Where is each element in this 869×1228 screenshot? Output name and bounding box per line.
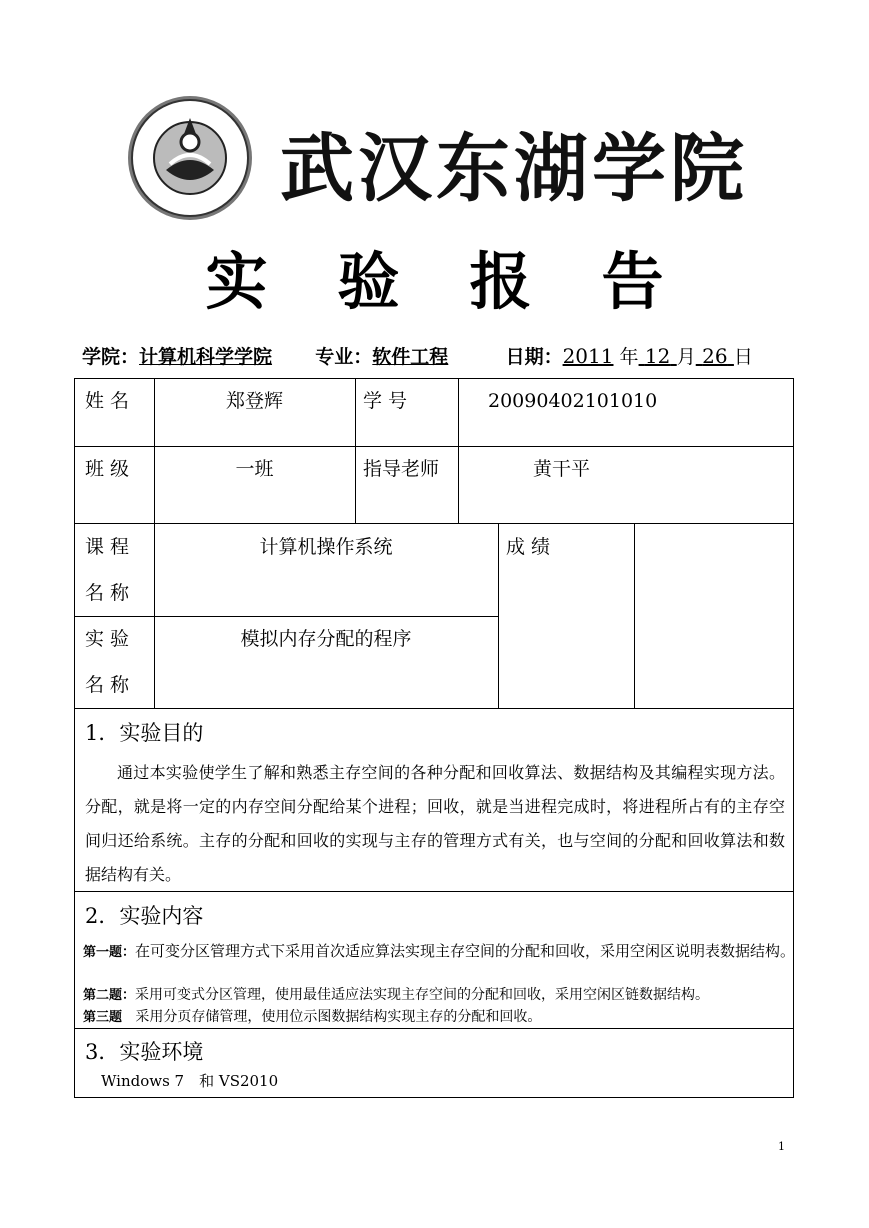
date-year-unit: 年	[619, 346, 639, 368]
college-label: 学院：	[82, 346, 140, 368]
question-1-label: 第一题：	[83, 945, 136, 960]
question-3-label: 第三题	[83, 1010, 123, 1025]
college-value: 计算机科学学院	[139, 346, 273, 368]
teacher-label: 指导老师	[363, 458, 440, 480]
date-month-unit: 月	[676, 346, 696, 368]
name-label: 姓 名	[85, 390, 130, 412]
name-value: 郑登辉	[225, 390, 283, 412]
class-label: 班 级	[85, 458, 130, 480]
course-value: 计算机操作系统	[259, 536, 393, 558]
date-month: 12	[644, 344, 671, 368]
purpose-text: 通过本实验使学生了解和熟悉主存空间的各种分配和回收算法、数据结构及其编程实现方法。分配，就是将一定的内存空间分配给某个进程；回收，就是当进程完成时，将进程所占有的主存空间归还给系统。主存的分配和回收的实现与主存的管理方式有关，也与空间的分配和回收算法和数据结构有关。	[85, 763, 785, 884]
date-day-unit: 日	[733, 346, 753, 368]
question-2	[83, 984, 791, 1007]
environment-text: Windows 7 和 VS2010	[101, 1072, 279, 1090]
date-year: 2011	[562, 344, 614, 368]
id-label: 学 号	[363, 390, 408, 412]
major-value: 软件工程	[372, 346, 449, 368]
experiment-label-line2: 名 称	[85, 674, 130, 696]
environment-title: 3．实验环境	[85, 1040, 204, 1064]
question-2-text: 采用可变式分区管理，使用最佳适应法实现主存空间的分配和回收，采用空闲区链数据结构。	[135, 987, 710, 1003]
purpose-title: 1．实验目的	[85, 721, 204, 745]
school-logo	[120, 90, 760, 220]
question-1	[83, 940, 851, 964]
info-line	[82, 342, 802, 369]
experiment-label-line1: 实 验	[85, 628, 130, 650]
teacher-value: 黄干平	[533, 458, 591, 480]
course-label-line2: 名 称	[85, 582, 130, 604]
id-value: 20090402101010	[488, 390, 658, 412]
question-2-label: 第二题：	[83, 988, 136, 1003]
date-label: 日期：	[505, 346, 563, 368]
course-label-line1: 课 程	[85, 536, 130, 558]
school-name: 武汉东湖学院	[280, 126, 748, 212]
major-label: 专业：	[315, 346, 373, 368]
content-title: 2．实验内容	[85, 904, 204, 928]
date-day: 26	[702, 344, 728, 368]
school-seal-icon	[126, 94, 254, 222]
page-number: 1	[778, 1140, 785, 1153]
report-title: 实验报告	[205, 245, 734, 318]
report-table	[74, 378, 794, 1098]
question-1-text: 在可变分区管理方式下采用首次适应算法实现主存空间的分配和回收，采用空闲区说明表数据结构。	[135, 942, 796, 960]
question-3-text: 采用分页存储管理，使用位示图数据结构实现主存的分配和回收。	[135, 1009, 542, 1025]
experiment-value: 模拟内存分配的程序	[240, 628, 412, 650]
grade-label: 成 绩	[506, 536, 551, 558]
class-value: 一班	[235, 458, 274, 480]
question-3	[83, 1006, 791, 1029]
